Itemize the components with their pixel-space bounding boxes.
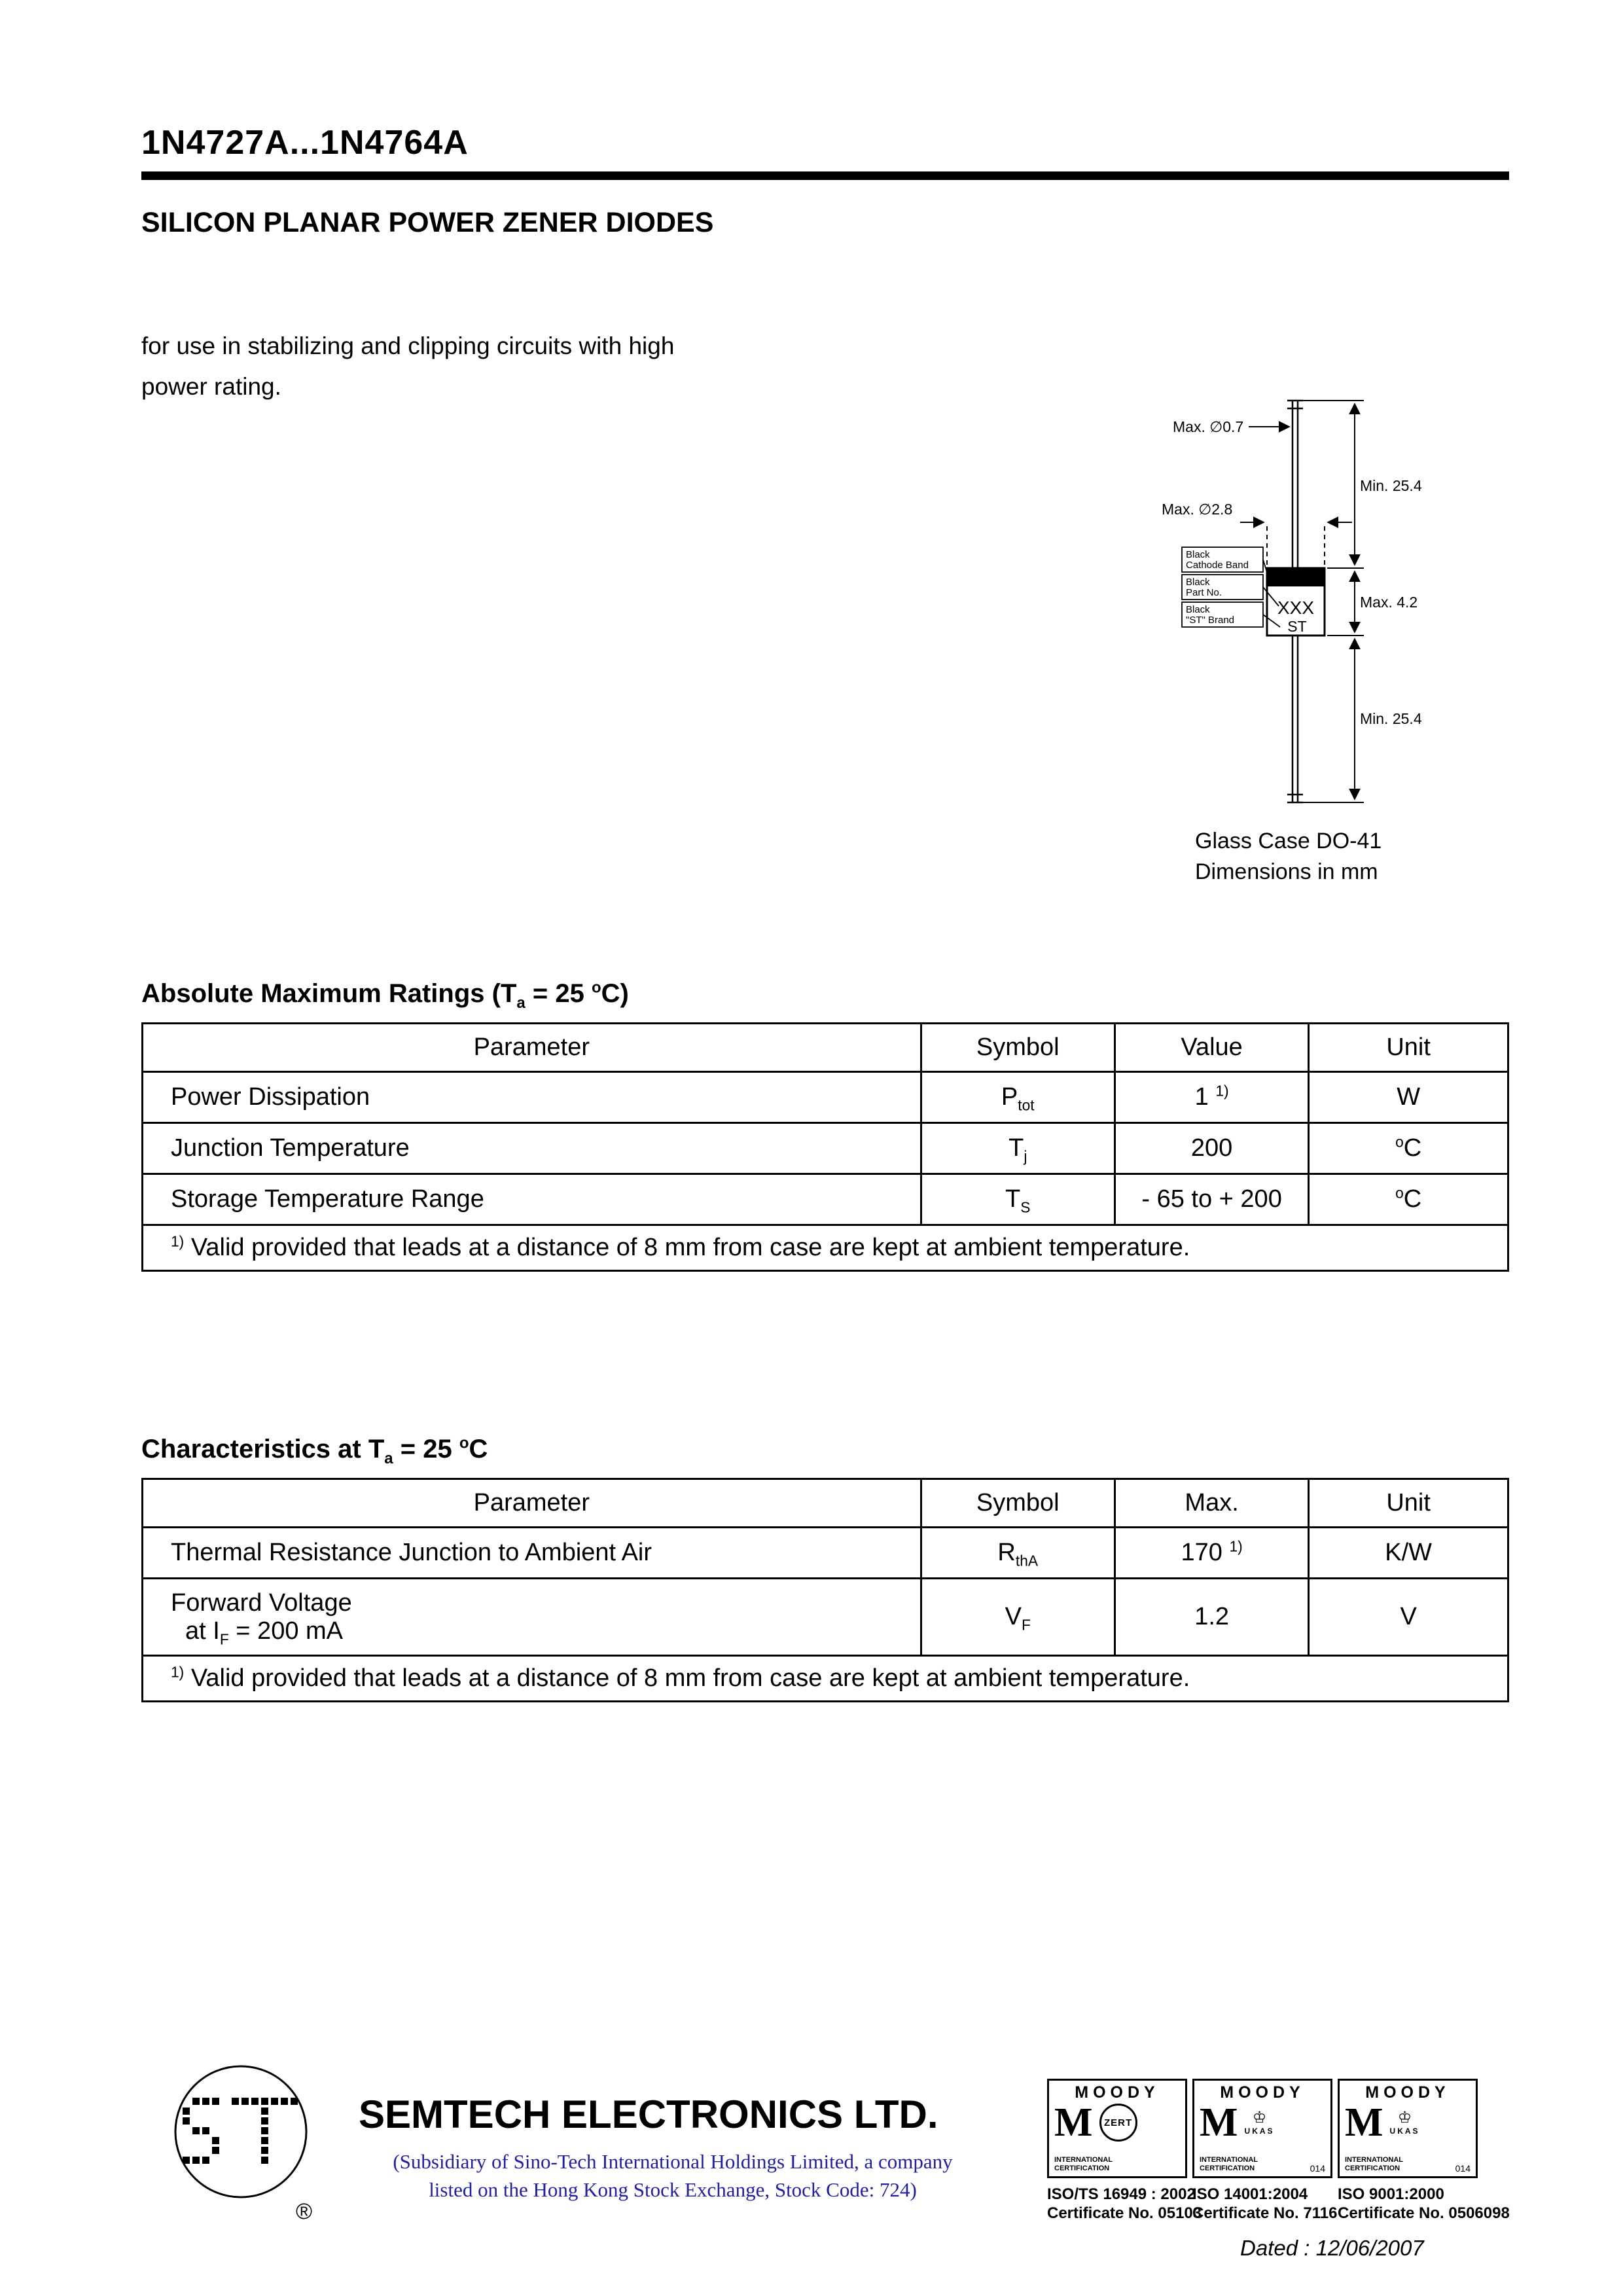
zert-seal-icon: ZERT [1099, 2104, 1137, 2142]
moody-m-icon: M [1345, 2100, 1383, 2145]
parameter-line1: Forward Voltage [171, 1588, 352, 1617]
cert-column [1047, 2079, 1202, 2223]
cert-column [1338, 2079, 1510, 2223]
cathode-band-label-line2: Cathode Band [1186, 560, 1249, 571]
certification-marks [1047, 2079, 1510, 2223]
subsidiary-line2: listed on the Hong Kong Stock Exchange, Stock Code: 724) [429, 2178, 917, 2201]
cell-parameter: Storage Temperature Range [143, 1174, 921, 1225]
table-row [143, 1528, 1508, 1579]
cathode-band [1267, 568, 1325, 586]
cert-standard: ISO 9001:2000 [1338, 2185, 1444, 2203]
moody-zert-logo [1047, 2079, 1187, 2178]
part-no-label-line1: Black [1186, 577, 1210, 588]
characteristics-table [141, 1478, 1509, 1702]
cell-value: 170 $^{1)}$ [1115, 1528, 1308, 1579]
table-row [143, 1174, 1508, 1225]
registered-trademark-symbol: ® [296, 2199, 313, 2224]
brand-label-line1: Black [1186, 604, 1210, 615]
col-header-symbol: Symbol [921, 1024, 1115, 1072]
col-header-value: Value [1115, 1024, 1308, 1072]
cell-symbol: $R_{thA}$ [921, 1528, 1115, 1579]
description-line-1: for use in stabilizing and clipping circuits with high [141, 332, 675, 359]
title-rule [141, 171, 1509, 180]
table-footnote-row [143, 1656, 1508, 1702]
company-name: SEMTECH ELECTRONICS LTD. [359, 2092, 938, 2136]
dim-top-lead-length-label: Min. 25.4 [1360, 477, 1422, 494]
moody-ukas-logo [1192, 2079, 1332, 2178]
absolute-maximum-ratings-table [141, 1022, 1509, 1272]
table-row [143, 1579, 1508, 1656]
cell-parameter: Junction Temperature [143, 1123, 921, 1174]
dated-label: Dated : 12/06/2007 [1240, 2236, 1424, 2260]
col-header-parameter: Parameter [143, 1024, 921, 1072]
cert-org-label: INTERNATIONAL CERTIFICATION [1345, 2156, 1403, 2172]
logo-dot-matrix [183, 2098, 298, 2164]
moody-ukas-logo [1338, 2079, 1478, 2178]
cell-symbol: $V_F$ [921, 1579, 1115, 1656]
cell-symbol: $T_j$ [921, 1123, 1115, 1174]
cell-unit: $^o$C [1309, 1123, 1508, 1174]
cell-symbol: $T_S$ [921, 1174, 1115, 1225]
cell-parameter: Thermal Resistance Junction to Ambient Air [143, 1528, 921, 1579]
package-diagram [1158, 391, 1459, 836]
cert-code: 014 [1310, 2163, 1325, 2174]
cell-unit: K/W [1309, 1528, 1508, 1579]
cell-value: 1 $^{1)}$ [1115, 1072, 1308, 1123]
cert-number: Certificate No. 7116 [1192, 2204, 1338, 2222]
company-block [359, 2092, 987, 2204]
col-header-unit: Unit [1309, 1024, 1508, 1072]
page-subtitle: SILICON PLANAR POWER ZENER DIODES [141, 207, 714, 238]
moody-brand: MOODY [1220, 2083, 1305, 2102]
cell-unit: $^o$C [1309, 1174, 1508, 1225]
ukas-label: UKAS [1244, 2126, 1275, 2136]
dim-lead-diameter-label: Max. ∅0.7 [1173, 418, 1244, 435]
cert-org-label: INTERNATIONAL CERTIFICATION [1200, 2156, 1258, 2172]
semtech-logo [172, 2063, 310, 2200]
absolute-maximum-ratings-heading: Absolute Maximum Ratings ($T_a = 25$ $^o$C) [141, 978, 629, 1012]
characteristics-heading: Characteristics at $T_a = 25$ $^o$C [141, 1434, 488, 1467]
cert-standard: ISO/TS 16949 : 2002 [1047, 2185, 1196, 2203]
diagram-caption-line1: Glass Case DO-41 [1195, 829, 1382, 853]
table-footnote: $^{1)}$ Valid provided that leads at a distance of 8 mm from case are kept at ambient temperature. [143, 1225, 1508, 1271]
col-header-unit: Unit [1309, 1479, 1508, 1528]
col-header-max: Max. [1115, 1479, 1308, 1528]
body-marking-part: XXX [1277, 598, 1315, 618]
cert-number: Certificate No. 0506098 [1338, 2204, 1510, 2222]
diagram-caption-line2: Dimensions in mm [1195, 859, 1378, 884]
cert-number: Certificate No. 05103 [1047, 2204, 1202, 2222]
cell-symbol: $P_{tot}$ [921, 1072, 1115, 1123]
moody-m-icon: M [1200, 2100, 1238, 2145]
company-subsidiary-note [359, 2147, 987, 2204]
cert-code: 014 [1455, 2163, 1471, 2174]
cell-unit: W [1309, 1072, 1508, 1123]
parameter-line2: at $I_F = 200$ mA [185, 1617, 344, 1648]
ukas-label: UKAS [1389, 2126, 1420, 2136]
description [141, 326, 674, 407]
cell-value: 200 [1115, 1123, 1308, 1174]
cert-org-label: INTERNATIONAL CERTIFICATION [1054, 2156, 1113, 2172]
crown-icon: ♔ [1397, 2109, 1412, 2126]
cell-parameter: Power Dissipation [143, 1072, 921, 1123]
dim-bottom-lead-length-label: Min. 25.4 [1360, 710, 1422, 727]
crown-icon: ♔ [1252, 2109, 1267, 2126]
col-header-symbol: Symbol [921, 1479, 1115, 1528]
table-footnote: $^{1)}$ Valid provided that leads at a distance of 8 mm from case are kept at ambient temperature. [143, 1656, 1508, 1702]
dim-body-diameter-label: Max. ∅2.8 [1162, 501, 1233, 518]
table-header-row [143, 1479, 1508, 1528]
brand-label-line2: "ST" Brand [1186, 615, 1235, 626]
table-footnote-row [143, 1225, 1508, 1271]
cathode-band-label-line1: Black [1186, 549, 1210, 560]
diagram-caption [1195, 826, 1382, 888]
part-no-label-line2: Part No. [1186, 587, 1222, 598]
moody-brand: MOODY [1365, 2083, 1450, 2102]
moody-m-icon: M [1054, 2100, 1093, 2145]
cert-column [1192, 2079, 1338, 2223]
cell-unit: V [1309, 1579, 1508, 1656]
body-marking-brand: ST [1287, 618, 1307, 635]
moody-brand: MOODY [1075, 2083, 1160, 2102]
description-line-2: power rating. [141, 373, 281, 400]
table-header-row [143, 1024, 1508, 1072]
cell-value: - 65 to + 200 [1115, 1174, 1308, 1225]
cert-standard: ISO 14001:2004 [1192, 2185, 1308, 2203]
table-row [143, 1123, 1508, 1174]
subsidiary-line1: (Subsidiary of Sino-Tech International Holdings Limited, a company [393, 2150, 953, 2173]
table-row [143, 1072, 1508, 1123]
page-title: 1N4727A...1N4764A [141, 124, 469, 162]
cell-value: 1.2 [1115, 1579, 1308, 1656]
col-header-parameter: Parameter [143, 1479, 921, 1528]
dim-body-length-label: Max. 4.2 [1360, 594, 1418, 611]
cell-parameter [143, 1579, 921, 1656]
